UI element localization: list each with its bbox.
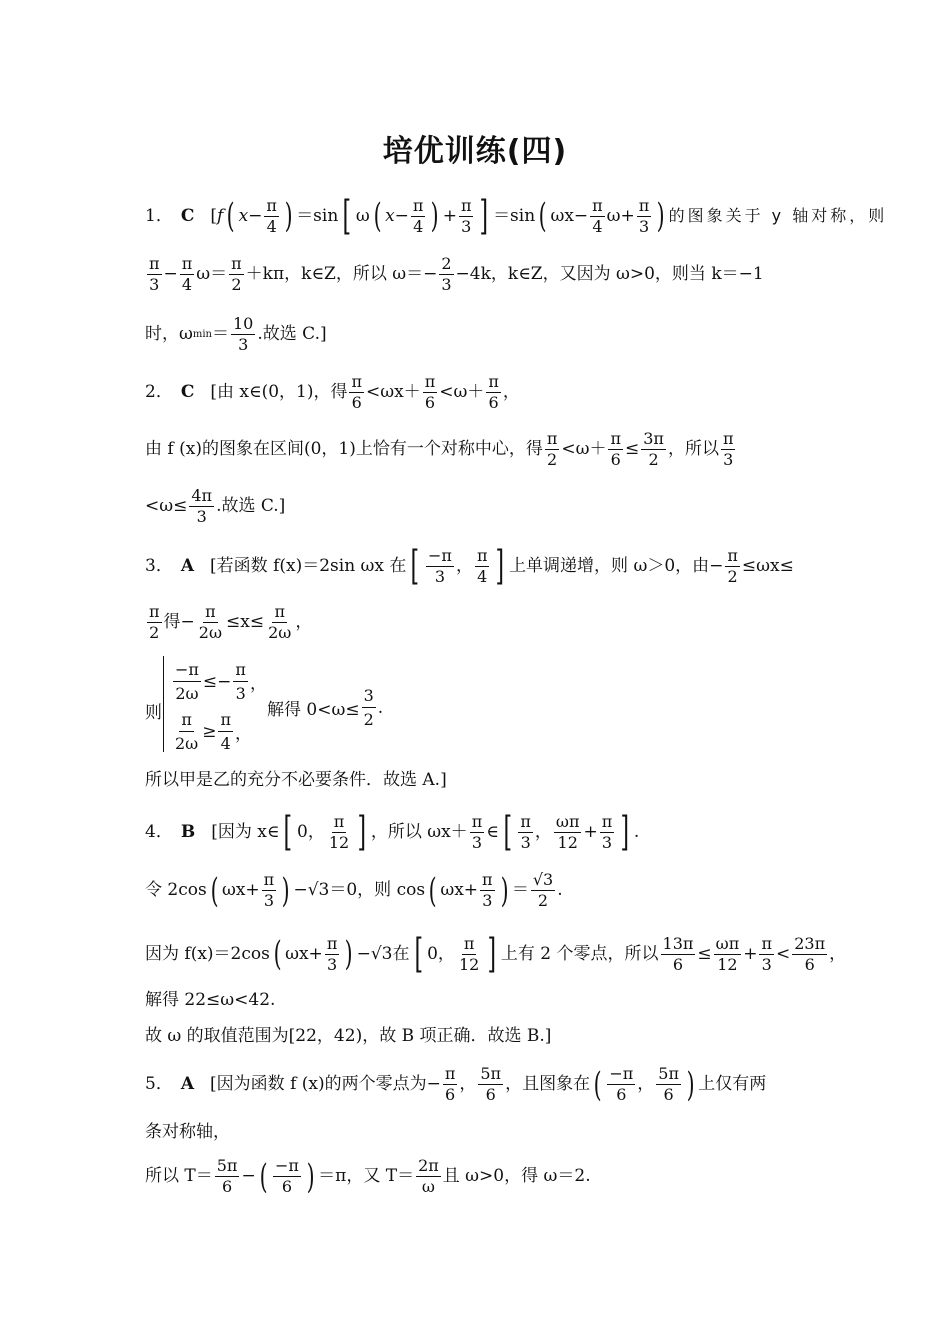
numerator: π (601, 811, 613, 831)
numerator: π (592, 195, 603, 215)
text: ＝sin (296, 205, 339, 226)
denominator: 12 (458, 954, 480, 974)
q2-line-1 (145, 374, 815, 411)
text: <ωx＋ (365, 382, 421, 402)
q2-line-2 (145, 431, 815, 468)
denominator: 3 (235, 684, 246, 703)
numerator: −π (173, 660, 201, 682)
brace (163, 656, 170, 752)
fraction (661, 933, 696, 974)
bracket: [ (342, 193, 352, 239)
numerator: π (482, 870, 493, 889)
fraction (518, 811, 533, 852)
text: ≥ (202, 721, 217, 742)
text: 上仅有两 (698, 1074, 767, 1094)
text: 得− (163, 612, 195, 632)
denominator: ω (421, 1177, 435, 1196)
paren: ( (259, 1156, 268, 1197)
text: ＋kπ，k∈Z，所以 ω＝− (245, 264, 438, 284)
q3-number: 3． (145, 555, 173, 576)
paren: ) (281, 870, 290, 911)
paren: ( (273, 934, 282, 974)
fraction (725, 545, 740, 586)
page-title: 培优训练(四) (382, 134, 568, 169)
numerator: π (274, 602, 285, 621)
denominator: 3 (638, 216, 650, 236)
text: ， (502, 382, 520, 402)
bracket: ] (479, 193, 489, 239)
text: 由 f (x)的图象在区间(0，1)上恰有一个对称中心，得 (145, 439, 543, 459)
denominator: 6 (610, 450, 621, 469)
text: ≤x≤ (226, 612, 265, 632)
text: ω＝ (196, 264, 228, 284)
text: 则 (145, 703, 162, 723)
text: . (557, 880, 563, 900)
denominator: 4 (413, 216, 424, 236)
text: [由 x∈(0，1)，得 (210, 382, 348, 402)
fraction (656, 1066, 681, 1103)
text: ＝ (511, 880, 529, 900)
numerator: −π (274, 1156, 299, 1175)
fraction (439, 256, 453, 293)
system-row-1 (171, 660, 267, 703)
fraction (262, 872, 277, 909)
fraction (362, 686, 376, 729)
text: .故选 C.] (216, 496, 286, 516)
numerator: π (722, 429, 734, 448)
fraction (264, 195, 279, 236)
q4-line-3 (145, 931, 847, 977)
text: ， (235, 724, 252, 744)
fraction (273, 1158, 301, 1195)
fraction (416, 1158, 441, 1195)
q1-line-2 (145, 256, 815, 293)
denominator: 3 (434, 566, 446, 586)
denominator: 4 (266, 216, 277, 236)
bracket: ] (620, 809, 630, 855)
q4-line-4: 解得 22≤ω<42. (145, 990, 276, 1010)
q5-number: 5． (145, 1074, 173, 1094)
denominator: 12 (328, 832, 350, 852)
denominator: 6 (351, 393, 362, 412)
fraction (608, 431, 623, 468)
q1-line-3 (145, 316, 815, 353)
numerator: π (233, 660, 248, 682)
text: [ (210, 205, 217, 226)
numerator: π (205, 602, 216, 621)
q5-line-2: 条对称轴， (145, 1122, 230, 1142)
denominator: 3 (482, 891, 493, 910)
numerator: π (179, 710, 194, 732)
system-solution (267, 686, 383, 729)
denominator: 6 (281, 1177, 293, 1196)
numerator: π (444, 1064, 456, 1083)
fraction (792, 933, 827, 974)
denominator: 3 (149, 275, 160, 294)
paren: ) (431, 196, 440, 236)
fraction (147, 256, 162, 293)
text: ， (534, 821, 552, 842)
fraction (215, 1158, 240, 1195)
text: ≤ (697, 943, 712, 964)
fraction (233, 660, 248, 703)
numerator: π (761, 933, 772, 953)
paren: ( (538, 196, 547, 236)
text: − (293, 880, 308, 900)
fraction (457, 933, 481, 974)
denominator: 6 (672, 954, 684, 974)
numerator: √3 (532, 870, 554, 889)
q5-answer: A (180, 1074, 195, 1094)
fraction (218, 710, 233, 753)
denominator: 6 (445, 1085, 456, 1104)
numerator: π (263, 870, 275, 889)
text: ＝0，则 cos (329, 880, 426, 900)
denominator: 2 (727, 566, 738, 586)
numerator: −π (609, 1064, 634, 1083)
numerator: π (181, 254, 193, 273)
fraction (229, 256, 244, 293)
text: [因为 x∈ (211, 821, 280, 842)
text: + (583, 821, 598, 842)
denominator: 6 (485, 1085, 496, 1104)
fraction (180, 256, 195, 293)
denominator: 4 (592, 216, 603, 236)
bracket: [ (410, 543, 420, 589)
fraction (475, 545, 490, 586)
text: < (775, 943, 791, 964)
fraction (486, 374, 501, 411)
numerator: 10 (233, 314, 254, 333)
fraction (231, 316, 255, 353)
denominator: 4 (477, 566, 488, 586)
q3-answer: A (180, 555, 195, 576)
numerator: π (351, 372, 362, 391)
text: x− (238, 205, 263, 226)
numerator: π (333, 811, 345, 831)
denominator: 6 (222, 1177, 233, 1196)
fraction (189, 488, 214, 525)
text: − (163, 264, 178, 284)
text: ≤− (202, 671, 232, 692)
q1-answer: C (180, 205, 195, 226)
numerator: π (546, 429, 558, 448)
fraction (173, 660, 201, 703)
text: .故选 C.] (257, 324, 327, 344)
numerator: π (463, 933, 475, 953)
text: ωx+ (440, 880, 479, 900)
denominator: 2 (537, 891, 549, 910)
denominator: 2ω (175, 684, 199, 703)
numerator: ωπ (715, 933, 740, 953)
fraction (470, 811, 485, 852)
text: 因为 f(x)＝2cos (145, 943, 270, 964)
paren: ) (284, 196, 293, 236)
text: ＝sin (493, 205, 536, 226)
fraction (478, 1066, 503, 1103)
denominator: 6 (663, 1085, 674, 1104)
denominator: 6 (424, 393, 436, 412)
fraction (545, 431, 560, 468)
numerator: ωπ (555, 811, 580, 831)
text: 上有 2 个零点，所以 (500, 943, 659, 964)
text: ∈ (486, 821, 499, 842)
denominator: 3 (441, 275, 452, 294)
fraction (480, 872, 495, 909)
fraction (325, 933, 340, 974)
denominator: 3 (520, 832, 531, 852)
text: ωx+ (285, 943, 323, 964)
numerator: 3 (362, 686, 376, 708)
paren: ( (226, 196, 235, 236)
text: 0， (427, 943, 455, 964)
denominator: 2 (231, 275, 242, 294)
numerator: π (476, 545, 488, 565)
text: ω (355, 205, 370, 226)
text: − (241, 1166, 256, 1186)
denominator: 3 (723, 450, 734, 469)
denominator: 12 (557, 832, 578, 852)
text: + (743, 943, 758, 964)
text: f (217, 205, 224, 226)
q2-answer: C (180, 382, 195, 402)
fraction (426, 545, 454, 586)
numerator: 4π (191, 486, 213, 505)
q4-line-2 (145, 872, 815, 909)
text: 令 2cos (145, 880, 207, 900)
fraction (600, 811, 615, 852)
q4-line-1 (145, 809, 815, 855)
denominator: 2 (149, 623, 160, 642)
numerator: π (520, 811, 531, 831)
fraction (443, 1066, 458, 1103)
denominator: 4 (220, 734, 231, 753)
bracket: ] (487, 931, 497, 977)
denominator: 3 (601, 832, 613, 852)
numerator: 2π (418, 1156, 439, 1175)
numerator: π (460, 195, 472, 215)
fraction (173, 710, 200, 753)
fraction (147, 604, 162, 641)
denominator: 3 (461, 216, 472, 236)
text: −4k，k∈Z，又因为 ω>0，则当 k＝−1 (455, 264, 764, 284)
q3-inequality-system (145, 654, 445, 758)
bracket: [ (414, 931, 423, 977)
q3-line-2 (145, 604, 815, 641)
denominator: 3 (238, 335, 249, 354)
text: ， (829, 943, 847, 964)
numerator: π (231, 254, 242, 273)
q5-line-3 (145, 1158, 815, 1195)
fraction (327, 811, 351, 852)
text: ωx+ (221, 880, 260, 900)
text: 所以 T＝ (145, 1166, 213, 1186)
denominator: 4 (181, 275, 193, 294)
text: ， (459, 1074, 477, 1094)
text: ω+ (606, 205, 635, 226)
q4-answer: B (180, 821, 196, 842)
paren: ) (306, 1156, 315, 1197)
bracket: ] (495, 543, 505, 589)
bracket: [ (283, 809, 293, 855)
fraction (423, 374, 438, 411)
numerator: π (471, 811, 483, 831)
numerator: π (412, 195, 424, 215)
denominator: 2 (547, 450, 558, 469)
numerator: 2 (441, 254, 452, 273)
numerator: π (149, 602, 160, 621)
text: ， (295, 612, 313, 632)
text: 且 ω>0，得 ω＝2. (442, 1166, 591, 1186)
numerator: π (424, 372, 436, 391)
numerator: 5π (216, 1156, 238, 1175)
paren: ( (210, 870, 219, 911)
text: + (442, 205, 457, 226)
q3-line-4: 所以甲是乙的充分不必要条件．故选 A.] (145, 770, 447, 790)
denominator: 12 (717, 954, 738, 974)
denominator: 3 (263, 891, 275, 910)
denominator: 6 (804, 954, 815, 974)
text: ωx− (550, 205, 589, 226)
subscript: min (192, 328, 212, 340)
text: 上单调递增，则 ω＞0，由− (509, 555, 724, 576)
fraction (721, 431, 736, 468)
numerator: π (326, 933, 338, 953)
numerator: 5π (658, 1064, 679, 1083)
numerator: π (727, 545, 738, 565)
q4-number: 4． (145, 821, 173, 842)
text: √3 (307, 880, 330, 900)
fraction (197, 604, 224, 641)
fraction (459, 195, 474, 236)
text: . (633, 821, 640, 842)
text: 0， (297, 821, 325, 842)
text: <ω≤ (145, 496, 188, 516)
paren: ( (373, 196, 382, 236)
q3-line-1 (145, 543, 815, 589)
text: ， (455, 555, 473, 576)
text: <ω＋ (439, 382, 485, 402)
numerator: 3π (643, 429, 664, 448)
fraction (641, 431, 666, 468)
numerator: π (610, 429, 621, 448)
text: ＝ (212, 324, 229, 344)
denominator: 2ω (198, 623, 222, 642)
text: [若函数 f(x)＝2sin ωx 在 (210, 555, 407, 576)
fraction (411, 195, 426, 236)
paren: ) (686, 1064, 695, 1105)
bracket: ] (357, 809, 367, 855)
denominator: 3 (326, 954, 338, 974)
q2-number: 2． (145, 382, 173, 402)
text: [因为函数 f (x)的两个零点为− (210, 1074, 441, 1094)
denominator: 2 (648, 450, 659, 469)
paren: ) (344, 934, 353, 974)
paren: ( (593, 1064, 602, 1105)
text: ≤ωx≤ (741, 555, 794, 576)
text: ， (249, 674, 267, 694)
denominator: 2ω (175, 734, 199, 753)
denominator: 6 (616, 1085, 627, 1104)
fraction (637, 195, 652, 236)
text: . (377, 697, 384, 718)
fraction (590, 195, 605, 236)
text: <ω＋ (561, 439, 607, 459)
denominator: 3 (761, 954, 772, 974)
fraction (531, 872, 555, 909)
text: 的图象关于 y 轴对称，则 (668, 206, 888, 225)
fraction (759, 933, 774, 974)
text: ，所以 (667, 439, 719, 459)
numerator: π (218, 710, 233, 732)
q4-line-5: 故 ω 的取值范围为[22，42)，故 B 项正确．故选 B.] (145, 1026, 552, 1046)
numerator: 5π (480, 1064, 502, 1083)
text: ，且图象在 (505, 1074, 591, 1094)
fraction (714, 933, 742, 974)
text: ， (637, 1074, 655, 1094)
system-row-2 (171, 710, 252, 753)
text: 时，ω (145, 324, 193, 344)
numerator: π (488, 372, 499, 391)
paren: ) (500, 870, 509, 911)
numerator: π (266, 195, 277, 215)
numerator: π (149, 254, 160, 273)
text: x− (385, 205, 409, 226)
numerator: 13π (662, 933, 694, 953)
numerator: −π (428, 545, 452, 565)
fraction (607, 1066, 635, 1103)
text: ，所以 ωx＋ (370, 821, 468, 842)
denominator: 3 (196, 507, 207, 526)
q2-line-3 (145, 488, 815, 525)
paren: ) (656, 196, 665, 236)
text: −√3在 (356, 943, 410, 964)
bracket: [ (503, 809, 512, 855)
q1-number: 1． (145, 205, 173, 226)
numerator: π (638, 195, 650, 215)
q5-line-1 (145, 1066, 815, 1103)
denominator: 6 (488, 393, 499, 412)
text: 解得 0<ω≤ (267, 700, 360, 720)
denominator: 3 (471, 832, 483, 852)
numerator: 23π (794, 933, 826, 953)
fraction (266, 604, 293, 641)
q1-line-1 (145, 193, 888, 239)
fraction (349, 374, 364, 411)
denominator: 2 (363, 710, 374, 729)
denominator: 2ω (268, 623, 292, 642)
text: ＝π，又 T＝ (318, 1166, 415, 1186)
paren: ( (428, 870, 437, 911)
fraction (554, 811, 582, 852)
text: ≤ (625, 439, 640, 459)
